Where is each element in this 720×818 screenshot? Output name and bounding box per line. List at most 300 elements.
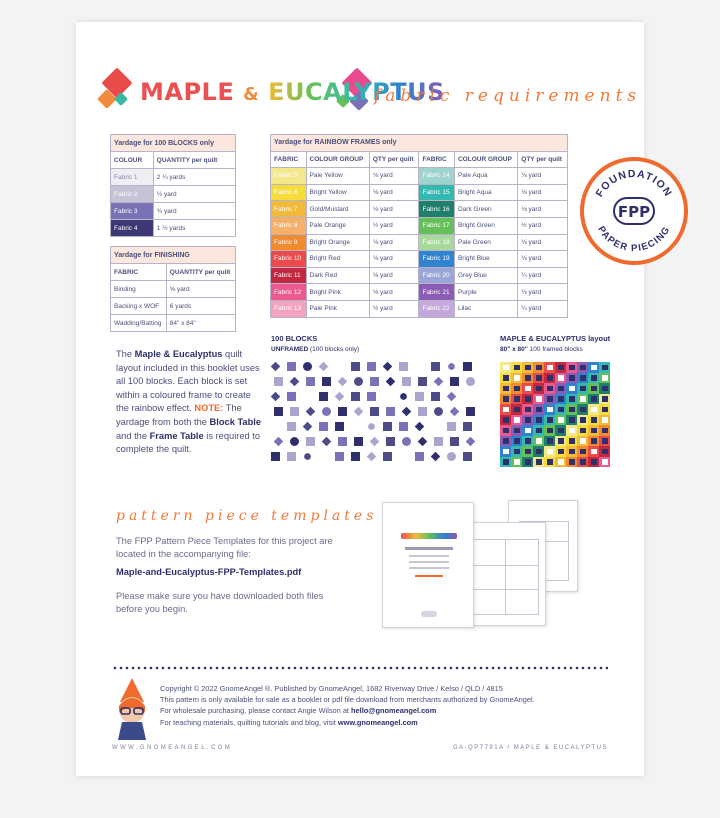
quantity-cell: ⅛ yard — [518, 234, 568, 251]
quilt-layout-cell — [577, 373, 588, 384]
column-header: QUANTITY per quilt — [166, 264, 235, 281]
fabric-swatch: Fabric 7 — [271, 201, 307, 218]
quilt-layout-cell — [566, 415, 577, 426]
table-row — [271, 267, 568, 284]
quilt-layout-cell — [544, 457, 555, 468]
quilt-layout-cell — [588, 383, 599, 394]
fabric-swatch: Fabric 4 — [111, 220, 154, 237]
colour-group-cell: Pale Pink — [306, 300, 369, 317]
quilt-layout-cell — [566, 394, 577, 405]
quilt-block-icon — [431, 452, 441, 462]
quilt-layout-cell — [511, 457, 522, 468]
quilt-block-icon — [271, 392, 281, 402]
quantity-cell: ⅛ yard — [518, 284, 568, 301]
quantity-cell: ⅛ yard — [369, 267, 419, 284]
colour-group-cell: Bright Pink — [306, 284, 369, 301]
quilt-block-icon — [466, 437, 476, 447]
desc-bold: Frame Table — [149, 430, 204, 441]
table-row — [271, 300, 568, 317]
quilt-block-icon — [351, 392, 360, 401]
templates-filename: Maple-and-Eucalyptus-FPP-Templates.pdf — [116, 567, 302, 577]
quantity-cell: 84" x 84" — [166, 315, 235, 332]
quilt-layout-cell — [500, 383, 511, 394]
column-header: FABRIC — [419, 151, 455, 168]
fabric-swatch: Fabric 11 — [271, 267, 307, 284]
quilt-block-icon — [319, 362, 329, 372]
template-cover-preview — [382, 502, 474, 628]
quilt-layout-cell — [588, 446, 599, 457]
quilt-block-icon — [303, 452, 313, 462]
fabric-swatch: Fabric 16 — [419, 201, 455, 218]
badge-center-text: FPP — [617, 203, 651, 221]
column-header: QTY per quilt — [369, 151, 419, 168]
quilt-layout-cell — [599, 446, 610, 457]
quilt-layout-cell — [566, 446, 577, 457]
quilt-block-icon — [383, 422, 392, 431]
colour-group-cell: Grey Blue — [454, 267, 517, 284]
quilt-layout-cell — [599, 404, 610, 415]
quilt-block-icon — [447, 422, 456, 431]
footer-divider — [112, 666, 608, 670]
quilt-layout-cell — [588, 415, 599, 426]
quilt-layout-cell — [522, 404, 533, 415]
badge-bottom-text: PAPER PIECING — [595, 224, 673, 255]
quilt-layout-cell — [599, 383, 610, 394]
quilt-layout-image — [500, 362, 610, 467]
quilt-block-icon — [463, 362, 472, 371]
quantity-cell: ¼ yard — [518, 300, 568, 317]
unframed-blocks-illustration — [271, 362, 483, 467]
quilt-layout-cell — [511, 394, 522, 405]
table-row — [271, 201, 568, 218]
quilt-layout-cell — [544, 425, 555, 436]
column-header: FABRIC — [111, 264, 167, 281]
quilt-block-icon — [399, 362, 408, 371]
fabric-swatch: Fabric 12 — [271, 284, 307, 301]
column-header: QUANTITY per quilt — [153, 152, 235, 169]
quilt-block-icon — [386, 407, 395, 416]
fabric-swatch: Fabric 13 — [271, 300, 307, 317]
quilt-layout-cell — [533, 457, 544, 468]
quantity-cell: ⅛ yard — [369, 201, 419, 218]
quilt-layout-cell — [500, 373, 511, 384]
quilt-layout-cell — [555, 362, 566, 373]
quilt-block-icon — [271, 362, 281, 372]
quilt-layout-cell — [544, 394, 555, 405]
quilt-block-icon — [415, 452, 424, 461]
column-header: QTY per quilt — [518, 151, 568, 168]
quilt-layout-cell — [566, 425, 577, 436]
quilt-block-icon — [450, 437, 459, 446]
finishing-label: Binding — [111, 281, 167, 298]
layout-description — [116, 348, 266, 457]
quilt-layout-cell — [511, 362, 522, 373]
colour-group-cell: Bright Aqua — [454, 184, 517, 201]
quilt-block-icon — [322, 407, 331, 416]
quilt-layout-cell — [522, 383, 533, 394]
quilt-layout-cell — [599, 415, 610, 426]
colour-group-cell: Bright Red — [306, 251, 369, 268]
quilt-layout-cell — [577, 436, 588, 447]
colour-group-cell: Gold/Mustard — [306, 201, 369, 218]
quantity-cell: ⅛ yard — [369, 168, 419, 185]
pattern-page — [76, 22, 675, 776]
footer-pattern-code: GA-QP7791A / MAPLE & EUCALYPTUS — [452, 745, 608, 751]
colour-group-cell: Pale Yellow — [306, 168, 369, 185]
quilt-block-icon — [290, 377, 300, 387]
quilt-block-icon — [434, 377, 444, 387]
quilt-block-icon — [335, 392, 345, 402]
colour-group-cell: Bright Yellow — [306, 184, 369, 201]
table-caption: Yardage for FINISHING — [111, 247, 236, 264]
logo-word-eucalyptus: EUCALYPTUS — [268, 78, 445, 106]
logo-word-maple: MAPLE — [140, 78, 235, 106]
quilt-block-icon — [303, 422, 313, 432]
logo-ampersand: & — [243, 84, 260, 105]
quilt-layout-cell — [522, 373, 533, 384]
quilt-layout-cell — [500, 415, 511, 426]
quilt-layout-cell — [588, 404, 599, 415]
layout-subtitle — [500, 346, 583, 353]
template-page-preview — [464, 522, 546, 626]
quilt-block-icon — [287, 452, 296, 461]
quilt-layout-cell — [522, 446, 533, 457]
quilt-layout-cell — [522, 415, 533, 426]
quilt-layout-cell — [566, 457, 577, 468]
quantity-cell: ⅛ yard — [369, 184, 419, 201]
quilt-block-icon — [367, 422, 377, 432]
quilt-block-icon — [367, 362, 376, 371]
finishing-label: Wadding/Batting — [111, 315, 167, 332]
quilt-block-icon — [322, 377, 331, 386]
quilt-block-icon — [399, 392, 409, 402]
quilt-layout-cell — [555, 446, 566, 457]
quilt-block-icon — [319, 422, 328, 431]
quilt-block-icon — [370, 377, 379, 386]
table-row — [111, 220, 236, 237]
table-row — [111, 169, 236, 186]
wholesale-text: For wholesale purchasing, please contact Angie Wilson at — [160, 706, 352, 716]
quilt-layout-cell — [577, 415, 588, 426]
quilt-block-icon — [338, 437, 347, 446]
quilt-block-icon — [290, 437, 299, 446]
quilt-layout-cell — [555, 373, 566, 384]
quilt-block-icon — [354, 407, 364, 417]
fabric-swatch: Fabric 10 — [271, 251, 307, 268]
rainbow-frames-yardage-table — [270, 134, 568, 318]
quilt-block-icon — [402, 437, 411, 446]
table-row — [111, 315, 236, 332]
quilt-layout-cell — [511, 383, 522, 394]
quilt-layout-cell — [511, 415, 522, 426]
fabric-swatch: Fabric 17 — [419, 217, 455, 234]
quilt-layout-cell — [566, 362, 577, 373]
quilt-layout-cell — [544, 436, 555, 447]
quilt-layout-cell — [522, 394, 533, 405]
badge-top-text: FOUNDATION — [593, 167, 675, 200]
quilt-block-icon — [450, 377, 459, 386]
quilt-block-icon — [306, 407, 316, 417]
quilt-layout-cell — [511, 425, 522, 436]
quilt-block-icon — [431, 392, 440, 401]
quilt-block-icon — [274, 377, 283, 386]
quilt-block-icon — [447, 452, 456, 461]
table-row — [271, 217, 568, 234]
quantity-cell: 2 ¼ yards — [153, 169, 235, 186]
quilt-layout-cell — [566, 373, 577, 384]
templates-intro: The FPP Pattern Piece Templates for this project are located in the accompanying file: — [116, 536, 333, 559]
table-row — [111, 298, 236, 315]
quilt-layout-cell — [544, 404, 555, 415]
table-row — [271, 184, 568, 201]
fabric-swatch: Fabric 19 — [419, 251, 455, 268]
quilt-block-icon — [319, 392, 328, 401]
quilt-layout-cell — [577, 446, 588, 457]
quantity-cell: ⅛ yard — [369, 234, 419, 251]
column-header: COLOUR GROUP — [306, 151, 369, 168]
desc-text: The — [116, 349, 135, 359]
quilt-layout-cell — [544, 446, 555, 457]
quilt-layout-cell — [533, 415, 544, 426]
quilt-block-icon — [351, 452, 360, 461]
quilt-layout-cell — [544, 373, 555, 384]
quilt-block-icon — [370, 407, 379, 416]
quilt-block-icon — [463, 422, 472, 431]
quilt-block-icon — [466, 377, 475, 386]
quilt-block-icon — [370, 437, 380, 447]
fpp-badge — [580, 157, 688, 265]
quantity-cell: 1 ½ yards — [153, 220, 235, 237]
quilt-layout-cell — [500, 394, 511, 405]
quilt-layout-cell — [500, 404, 511, 415]
quantity-cell: ⅛ yard — [518, 251, 568, 268]
quilt-layout-cell — [577, 425, 588, 436]
quantity-cell: ¼ yard — [518, 267, 568, 284]
quilt-layout-cell — [533, 446, 544, 457]
svg-text:FOUNDATION — [594, 168, 675, 199]
colour-group-cell: Dark Green — [454, 201, 517, 218]
quilt-layout-cell — [522, 362, 533, 373]
table-row — [271, 251, 568, 268]
quilt-layout-cell — [577, 394, 588, 405]
quantity-cell: ⅛ yard — [369, 284, 419, 301]
quilt-layout-cell — [588, 362, 599, 373]
quilt-layout-cell — [588, 394, 599, 405]
fabric-swatch: Fabric 3 — [111, 203, 154, 220]
fabric-swatch: Fabric 5 — [271, 168, 307, 185]
quilt-layout-cell — [599, 436, 610, 447]
quilt-layout-cell — [599, 425, 610, 436]
table-row — [271, 234, 568, 251]
quilt-block-icon — [290, 407, 299, 416]
teaching-text: For teaching materials, quilting tutorials and blog, visit — [160, 717, 338, 727]
quilt-block-icon — [274, 437, 284, 447]
quilt-layout-cell — [500, 457, 511, 468]
quantity-cell: ⅛ yard — [518, 168, 568, 185]
quilt-layout-cell — [500, 446, 511, 457]
quilt-layout-cell — [588, 457, 599, 468]
quilt-layout-cell — [500, 425, 511, 436]
fabric-swatch: Fabric 8 — [271, 217, 307, 234]
quilt-block-icon — [335, 452, 344, 461]
quilt-layout-cell — [555, 457, 566, 468]
fabric-swatch: Fabric 1 — [111, 169, 154, 186]
quilt-layout-cell — [577, 457, 588, 468]
quilt-block-icon — [386, 377, 396, 387]
quilt-block-icon — [463, 452, 472, 461]
quilt-block-icon — [306, 437, 315, 446]
quilt-block-icon — [303, 362, 312, 371]
note-label: NOTE: — [194, 403, 224, 414]
quilt-layout-cell — [533, 362, 544, 373]
quilt-block-icon — [431, 362, 440, 371]
gnomeangel-mascot-icon — [112, 676, 152, 740]
table-row — [271, 168, 568, 185]
quantity-cell: ½ yard — [518, 217, 568, 234]
quilt-block-icon — [306, 377, 315, 386]
quilt-block-icon — [335, 422, 344, 431]
blocks-title: 100 BLOCKS — [271, 334, 318, 343]
quilt-layout-cell — [599, 362, 610, 373]
quilt-block-icon — [322, 437, 332, 447]
quilt-block-icon — [447, 362, 457, 372]
quilt-block-icon — [287, 422, 296, 431]
quilt-layout-cell — [566, 383, 577, 394]
quilt-layout-cell — [555, 436, 566, 447]
teaching-line — [160, 717, 535, 728]
website-link[interactable]: www.gnomeangel.com — [337, 717, 418, 727]
quilt-block-icon — [399, 422, 408, 431]
quilt-layout-cell — [566, 436, 577, 447]
footer-website[interactable]: WWW.GNOMEANGEL.COM — [112, 745, 233, 751]
colour-group-cell: Purple — [454, 284, 517, 301]
desc-bold: Maple & Eucalyptus — [134, 349, 223, 359]
colour-group-cell: Pale Green — [454, 234, 517, 251]
quilt-layout-cell — [577, 362, 588, 373]
fabric-swatch: Fabric 15 — [419, 184, 455, 201]
desc-text: and the — [116, 430, 150, 441]
quilt-block-icon — [447, 392, 457, 402]
quilt-block-icon — [466, 407, 475, 416]
quilt-layout-cell — [544, 362, 555, 373]
desc-bold: Block Table — [209, 416, 262, 427]
maple-eucalyptus-logo — [98, 66, 445, 136]
subtitle-fabric-requirements: fabric requirements — [374, 86, 642, 106]
quilt-block-icon — [354, 377, 363, 386]
quilt-layout-cell — [500, 362, 511, 373]
quilt-layout-cell — [577, 404, 588, 415]
fabric-swatch: Fabric 6 — [271, 184, 307, 201]
desc-text: quilt layout included in this booklet uses all 100 blocks. Each block is set within a coloured frame to create the rainbow effect. — [116, 349, 260, 414]
table-caption: Yardage for RAINBOW FRAMES only — [271, 135, 568, 152]
quilt-block-icon — [383, 362, 393, 372]
fabric-swatch: Fabric 2 — [111, 186, 154, 203]
fabric-swatch: Fabric 9 — [271, 234, 307, 251]
quilt-block-icon — [383, 452, 392, 461]
colour-group-cell: Dark Red — [306, 267, 369, 284]
desc-text: is required to complete the quilt. — [116, 430, 261, 455]
fabric-swatch: Fabric 20 — [419, 267, 455, 284]
quilt-layout-cell — [599, 373, 610, 384]
blocks-sub-text: (100 blocks only) — [310, 346, 360, 353]
quilt-layout-cell — [522, 436, 533, 447]
wholesale-line — [160, 705, 535, 716]
layout-sub-bold: 80" x 80" — [500, 346, 528, 353]
svg-text:PAPER PIECING — [595, 224, 672, 254]
colour-group-cell: Bright Orange — [306, 234, 369, 251]
quilt-layout-cell — [511, 373, 522, 384]
quilt-block-icon — [354, 437, 363, 446]
fabric-swatch: Fabric 14 — [419, 168, 455, 185]
layout-title: MAPLE & EUCALYPTUS layout — [500, 334, 611, 343]
quilt-layout-cell — [533, 425, 544, 436]
quilt-layout-cell — [533, 404, 544, 415]
column-header: FABRIC — [271, 151, 307, 168]
blocks-sub-bold: UNFRAMED — [271, 346, 309, 353]
quilt-layout-cell — [555, 415, 566, 426]
quilt-block-icon — [287, 392, 296, 401]
quilt-block-icon — [271, 452, 280, 461]
email-link[interactable]: hello@gnomeangel.com — [351, 706, 437, 716]
table-row — [111, 203, 236, 220]
quilt-block-icon — [351, 362, 360, 371]
quilt-block-icon — [338, 377, 348, 387]
copyright-block — [160, 683, 535, 728]
table-row — [111, 186, 236, 203]
colour-group-cell: Lilac — [454, 300, 517, 317]
quilt-layout-cell — [555, 404, 566, 415]
quantity-cell: 6 yards — [166, 298, 235, 315]
quilt-layout-cell — [533, 383, 544, 394]
blocks-subtitle — [271, 346, 359, 353]
table-row — [111, 281, 236, 298]
table-row — [271, 284, 568, 301]
quilt-layout-cell — [500, 436, 511, 447]
templates-title: pattern piece templates — [116, 508, 378, 524]
copyright-line: Copyright © 2022 GnomeAngel ®. Published by GnomeAngel, 1682 Riverway Drive / Kelso / QLD / 4815 — [160, 684, 503, 693]
finishing-label: Backing x WOF — [111, 298, 167, 315]
quilt-layout-cell — [544, 415, 555, 426]
column-header: COLOUR — [111, 152, 154, 169]
quantity-cell: ⅛ yard — [518, 184, 568, 201]
fabric-swatch: Fabric 22 — [419, 300, 455, 317]
quilt-layout-cell — [599, 394, 610, 405]
quilt-block-icon — [367, 392, 376, 401]
desc-text: The yardage from both the — [116, 403, 242, 427]
quilt-layout-cell — [577, 383, 588, 394]
quilt-layout-cell — [566, 404, 577, 415]
templates-note: Please make sure you have downloaded both files before you begin. — [116, 591, 324, 614]
colour-group-cell: Pale Orange — [306, 217, 369, 234]
quilt-block-icon — [418, 407, 427, 416]
quilt-layout-cell — [588, 373, 599, 384]
quilt-block-icon — [402, 377, 411, 386]
quilt-layout-cell — [555, 394, 566, 405]
quantity-cell: ¾ yard — [153, 203, 235, 220]
quilt-layout-cell — [533, 394, 544, 405]
quantity-cell: ½ yard — [369, 300, 419, 317]
finishing-yardage-table — [110, 246, 236, 332]
fabric-swatch: Fabric 18 — [419, 234, 455, 251]
quilt-block-icon — [338, 407, 347, 416]
quantity-cell: ½ yard — [153, 186, 235, 203]
quilt-block-icon — [434, 437, 443, 446]
license-line: This pattern is only available for sale as a booklet or pdf file download from merchants authorized by GnomeAngel. — [160, 695, 535, 705]
table-caption: Yardage for 100 BLOCKS only — [111, 135, 236, 152]
quilt-layout-cell — [511, 404, 522, 415]
quilt-block-icon — [367, 452, 377, 462]
quantity-cell: ⅝ yard — [166, 281, 235, 298]
